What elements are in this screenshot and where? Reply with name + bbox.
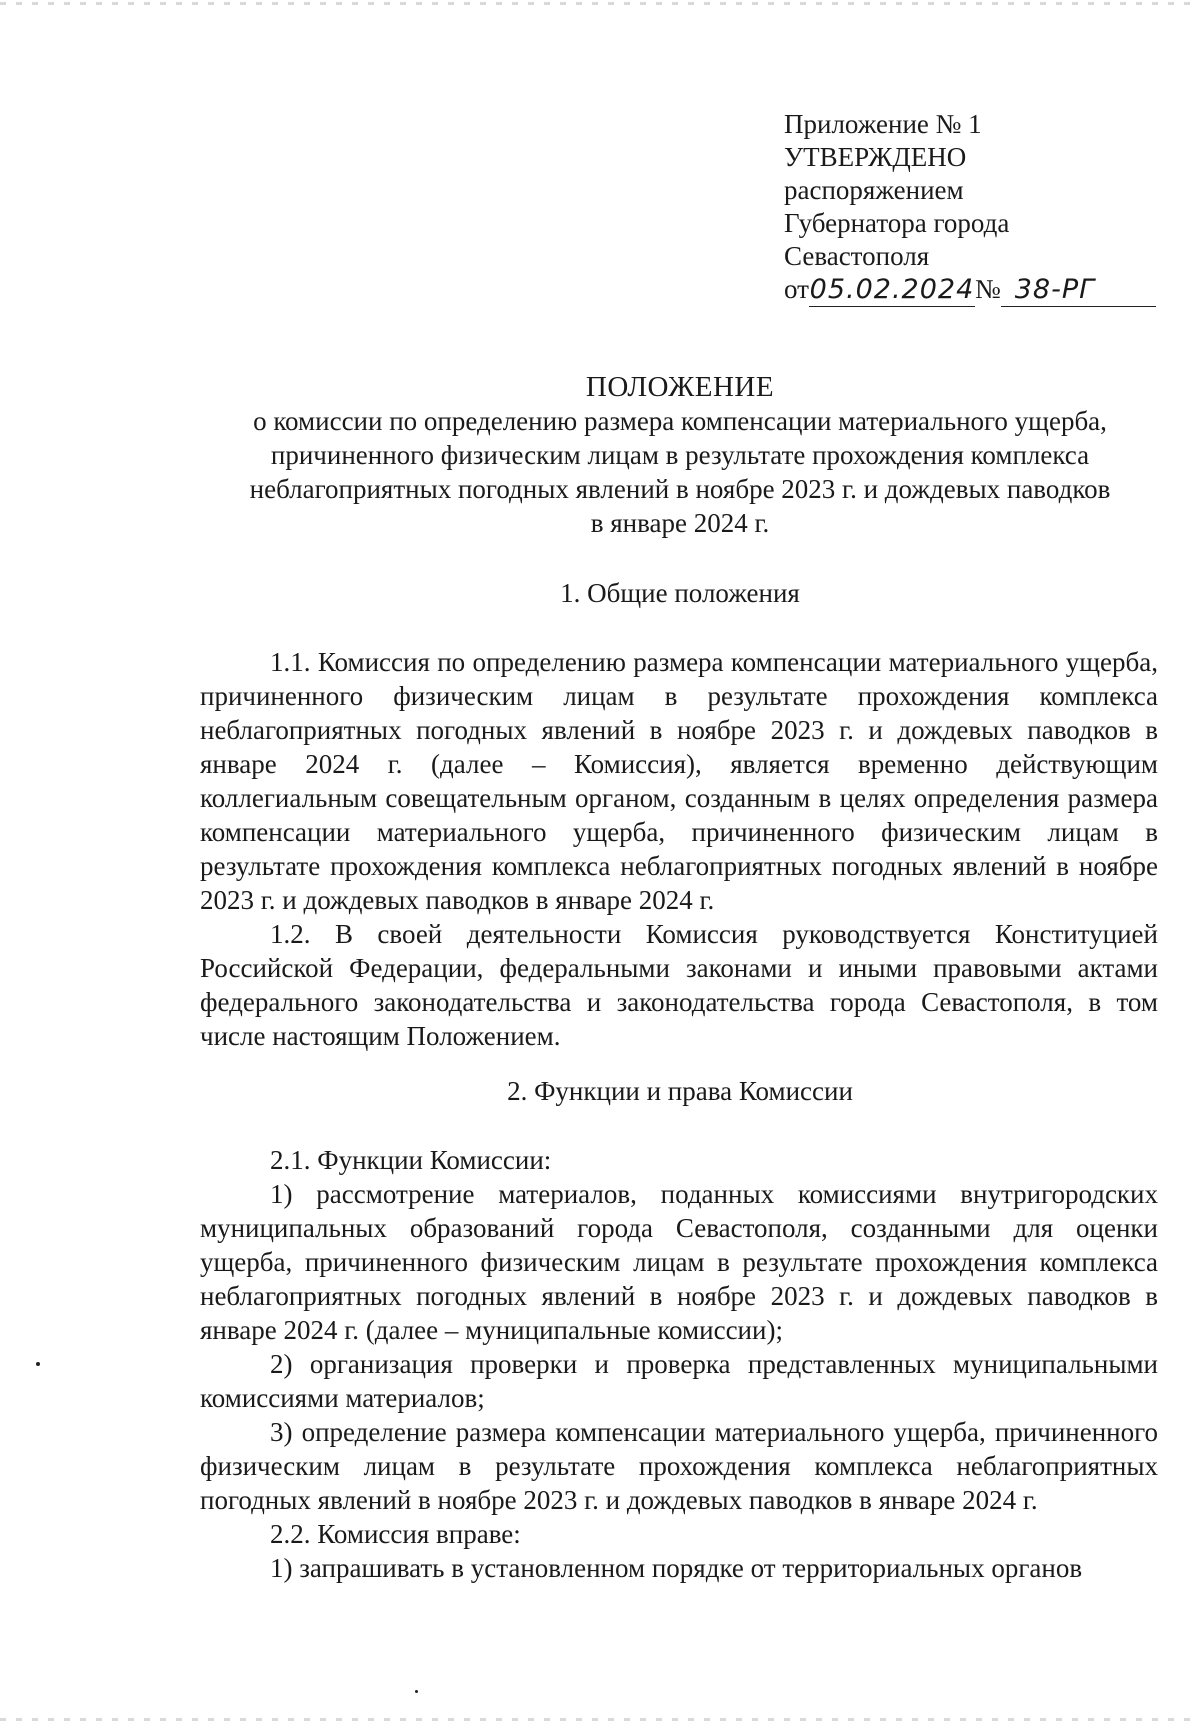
handwritten-number: 38-РГ	[1001, 273, 1156, 307]
scan-speck	[36, 1362, 40, 1366]
title-line-4: в январе 2024 г.	[590, 508, 770, 538]
paragraph-1-1: 1.1. Комиссия по определению размера компенсации материального ущерба, причиненного физическим лицам в результате прохождения комплекса неблагоприятных погодных явлений в ноябре 2023 г. и дождевых паводков в январе 2024 г. (далее – Комиссия), является временно действующим коллегиальным совещательным органом, созданным в целях определения размера компенсации материального ущерба, причиненного физическим лицам в результате прохождения комплекса неблагоприятных погодных явлений в ноябре 2023 г. и дождевых паводков в январе 2024 г.	[200, 647, 1158, 915]
number-prefix: №	[974, 274, 1001, 304]
section-1-heading: 1. Общие положения	[560, 578, 800, 608]
paragraph-2-1: 2.1. Функции Комиссии:	[270, 1145, 552, 1175]
approval-stamp	[784, 108, 1156, 307]
title-line-3: неблагоприятных погодных явлений в ноябре 2023 г. и дождевых паводков	[249, 474, 1111, 504]
document-title: ПОЛОЖЕНИЕ	[585, 371, 775, 403]
title-line-1: о комиссии по определению размера компенсации материального ущерба,	[253, 406, 1107, 436]
function-item-2: 2) организация проверки и проверка представленных муниципальными комиссиями материалов;	[200, 1349, 1158, 1413]
scan-edge-top	[0, 2, 1200, 5]
scan-speck	[415, 1690, 418, 1693]
function-item-1: 1) рассмотрение материалов, поданных комиссиями внутригородских муниципальных образований города Севастополя, созданными для оценки ущерба, причиненного физическим лицам в результате прохождения комплекса неблагоприятных погодных явлений в ноябре 2023 г. и дождевых паводков в январе 2024 г. (далее – муниципальные комиссии);	[200, 1179, 1158, 1345]
title-line-2: причиненного физическим лицам в результате прохождения комплекса	[270, 440, 1090, 470]
approved-label: УТВЕРЖДЕНО	[784, 142, 967, 172]
order-label: распоряжением	[784, 175, 964, 205]
governor-label: Губернатора города	[784, 208, 1010, 238]
city-label: Севастополя	[784, 241, 930, 271]
section-1-body	[200, 645, 1158, 1053]
right-item-1: 1) запрашивать в установленном порядке от территориальных органов	[270, 1553, 1083, 1583]
appendix-label: Приложение № 1	[784, 109, 982, 139]
scan-edge-bottom	[0, 1718, 1200, 1721]
date-number-line	[784, 273, 1156, 307]
section-2-heading: 2. Функции и права Комиссии	[507, 1076, 853, 1106]
section-2-body	[200, 1143, 1158, 1585]
function-item-3: 3) определение размера компенсации материального ущерба, причиненного физическим лицам в результате прохождения комплекса неблагоприятных погодных явлений в ноябре 2023 г. и дождевых паводков в январе 2024 г.	[200, 1417, 1158, 1515]
document-title-block	[190, 370, 1170, 540]
paragraph-1-2: 1.2. В своей деятельности Комиссия руководствуется Конституцией Российской Федерации, федеральными законами и иными правовыми актами федерального законодательства и законодательства города Севастополя, в том числе настоящим Положением.	[200, 919, 1158, 1051]
date-prefix: от	[784, 274, 809, 304]
handwritten-date: 05.02.2024	[809, 274, 975, 305]
paragraph-2-2: 2.2. Комиссия вправе:	[270, 1519, 521, 1549]
